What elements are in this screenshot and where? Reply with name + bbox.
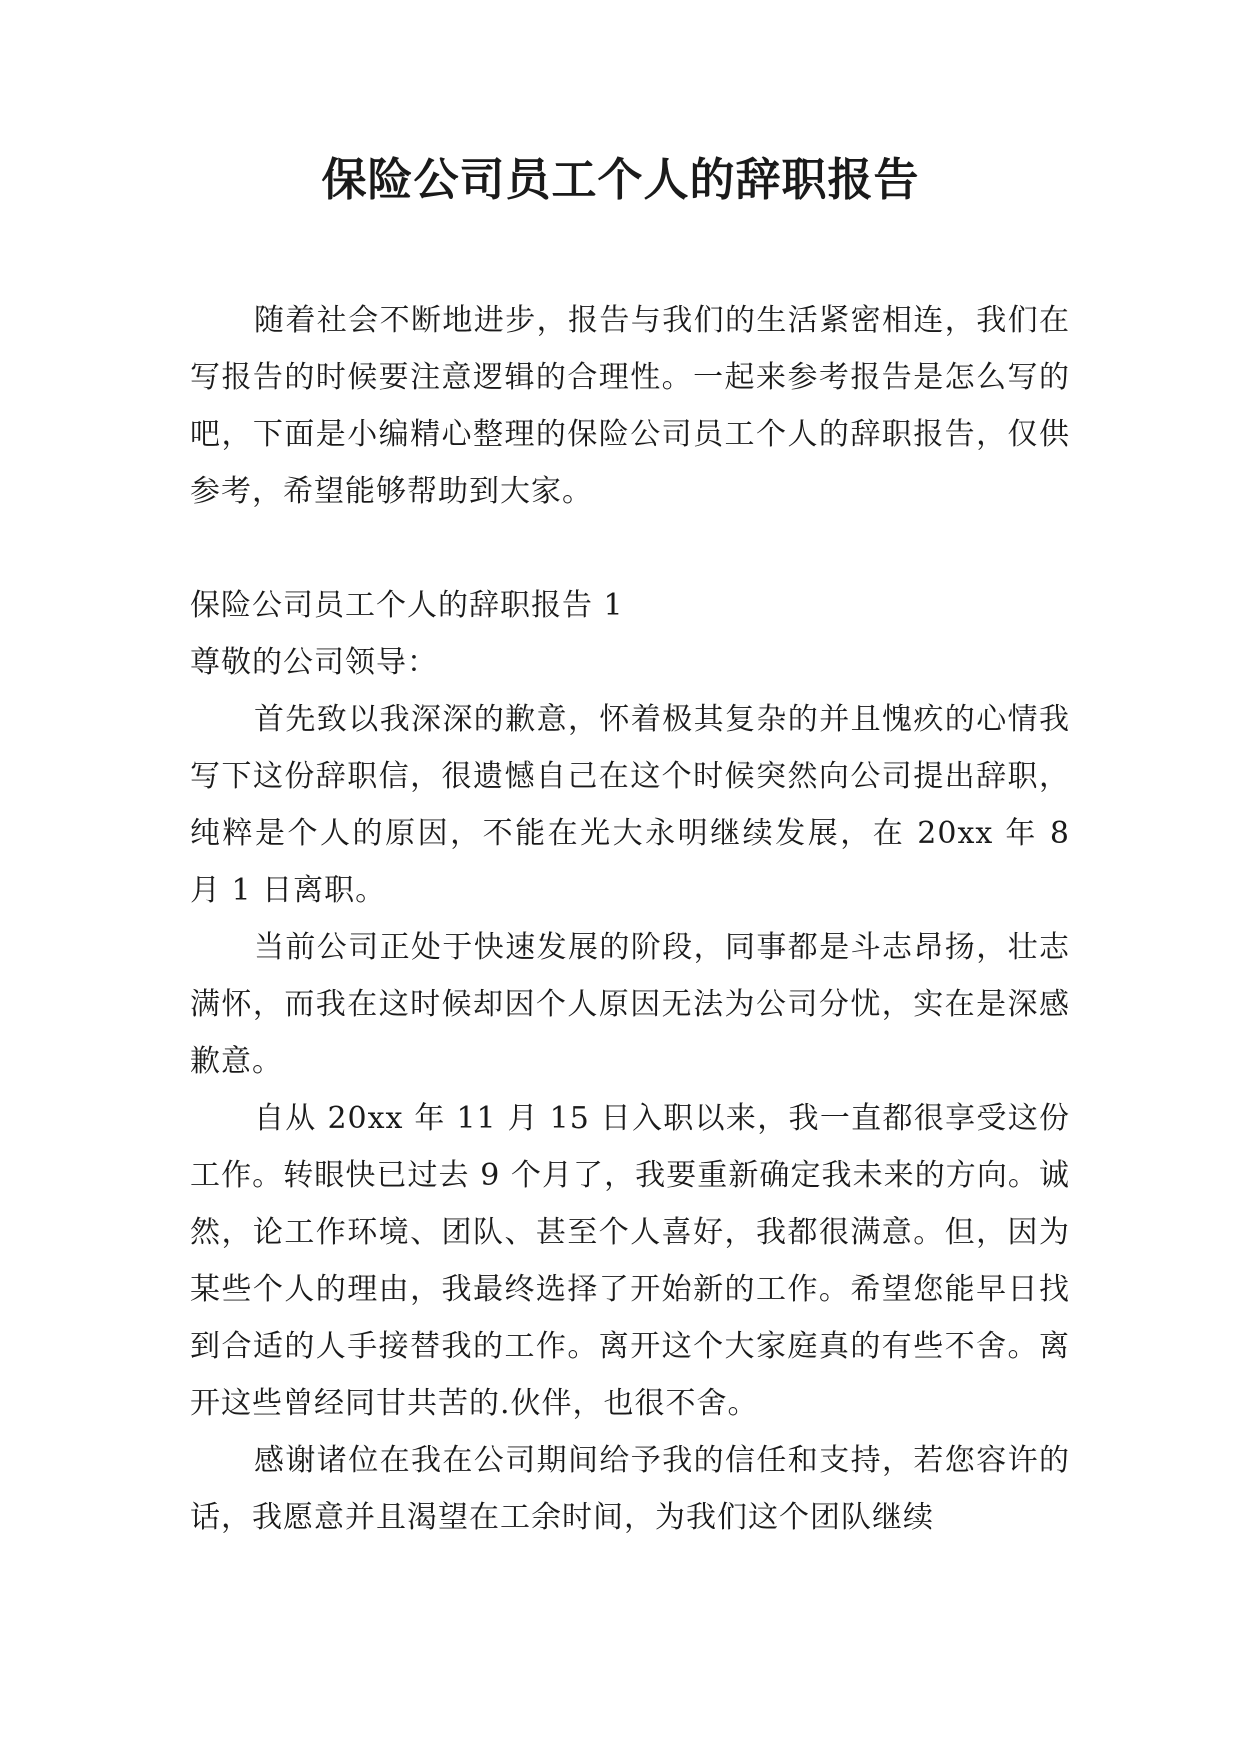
- salutation: 尊敬的公司领导：: [190, 645, 438, 680]
- document-body: [190, 292, 1070, 1546]
- body-paragraph-4: 感谢诸位在我在公司期间给予我的信任和支持，若您容许的话，我愿意并且渴望在工余时间，为我们这个团队继续: [190, 1443, 1070, 1535]
- section-heading: 保险公司员工个人的辞职报告 1: [190, 588, 624, 623]
- intro-paragraph: 随着社会不断地进步，报告与我们的生活紧密相连，我们在写报告的时候要注意逻辑的合理性。一起来参考报告是怎么写的吧，下面是小编精心整理的保险公司员工个人的辞职报告，仅供参考，希望能够帮助到大家。: [190, 303, 1070, 509]
- body-paragraph-1: 首先致以我深深的歉意，怀着极其复杂的并且愧疚的心情我写下这份辞职信，很遗憾自己在这个时候突然向公司提出辞职，纯粹是个人的原因，不能在光大永明继续发展，在 20xx 年 8 月 1 日离职。: [190, 702, 1070, 908]
- body-paragraph-3: 自从 20xx 年 11 月 15 日入职以来，我一直都很享受这份工作。转眼快已过去 9 个月了，我要重新确定我未来的方向。诚然，论工作环境、团队、甚至个人喜好，我都很满意。但，因为某些个人的理由，我最终选择了开始新的工作。希望您能早日找到合适的人手接替我的工作。离开这个大家庭真的有些不舍。离开这些曾经同甘共苦的.伙伴，也很不舍。: [190, 1101, 1070, 1421]
- body-paragraph-2: 当前公司正处于快速发展的阶段，同事都是斗志昂扬，壮志满怀，而我在这时候却因个人原因无法为公司分忧，实在是深感歉意。: [190, 930, 1070, 1079]
- document-title: 保险公司员工个人的辞职报告: [321, 153, 920, 206]
